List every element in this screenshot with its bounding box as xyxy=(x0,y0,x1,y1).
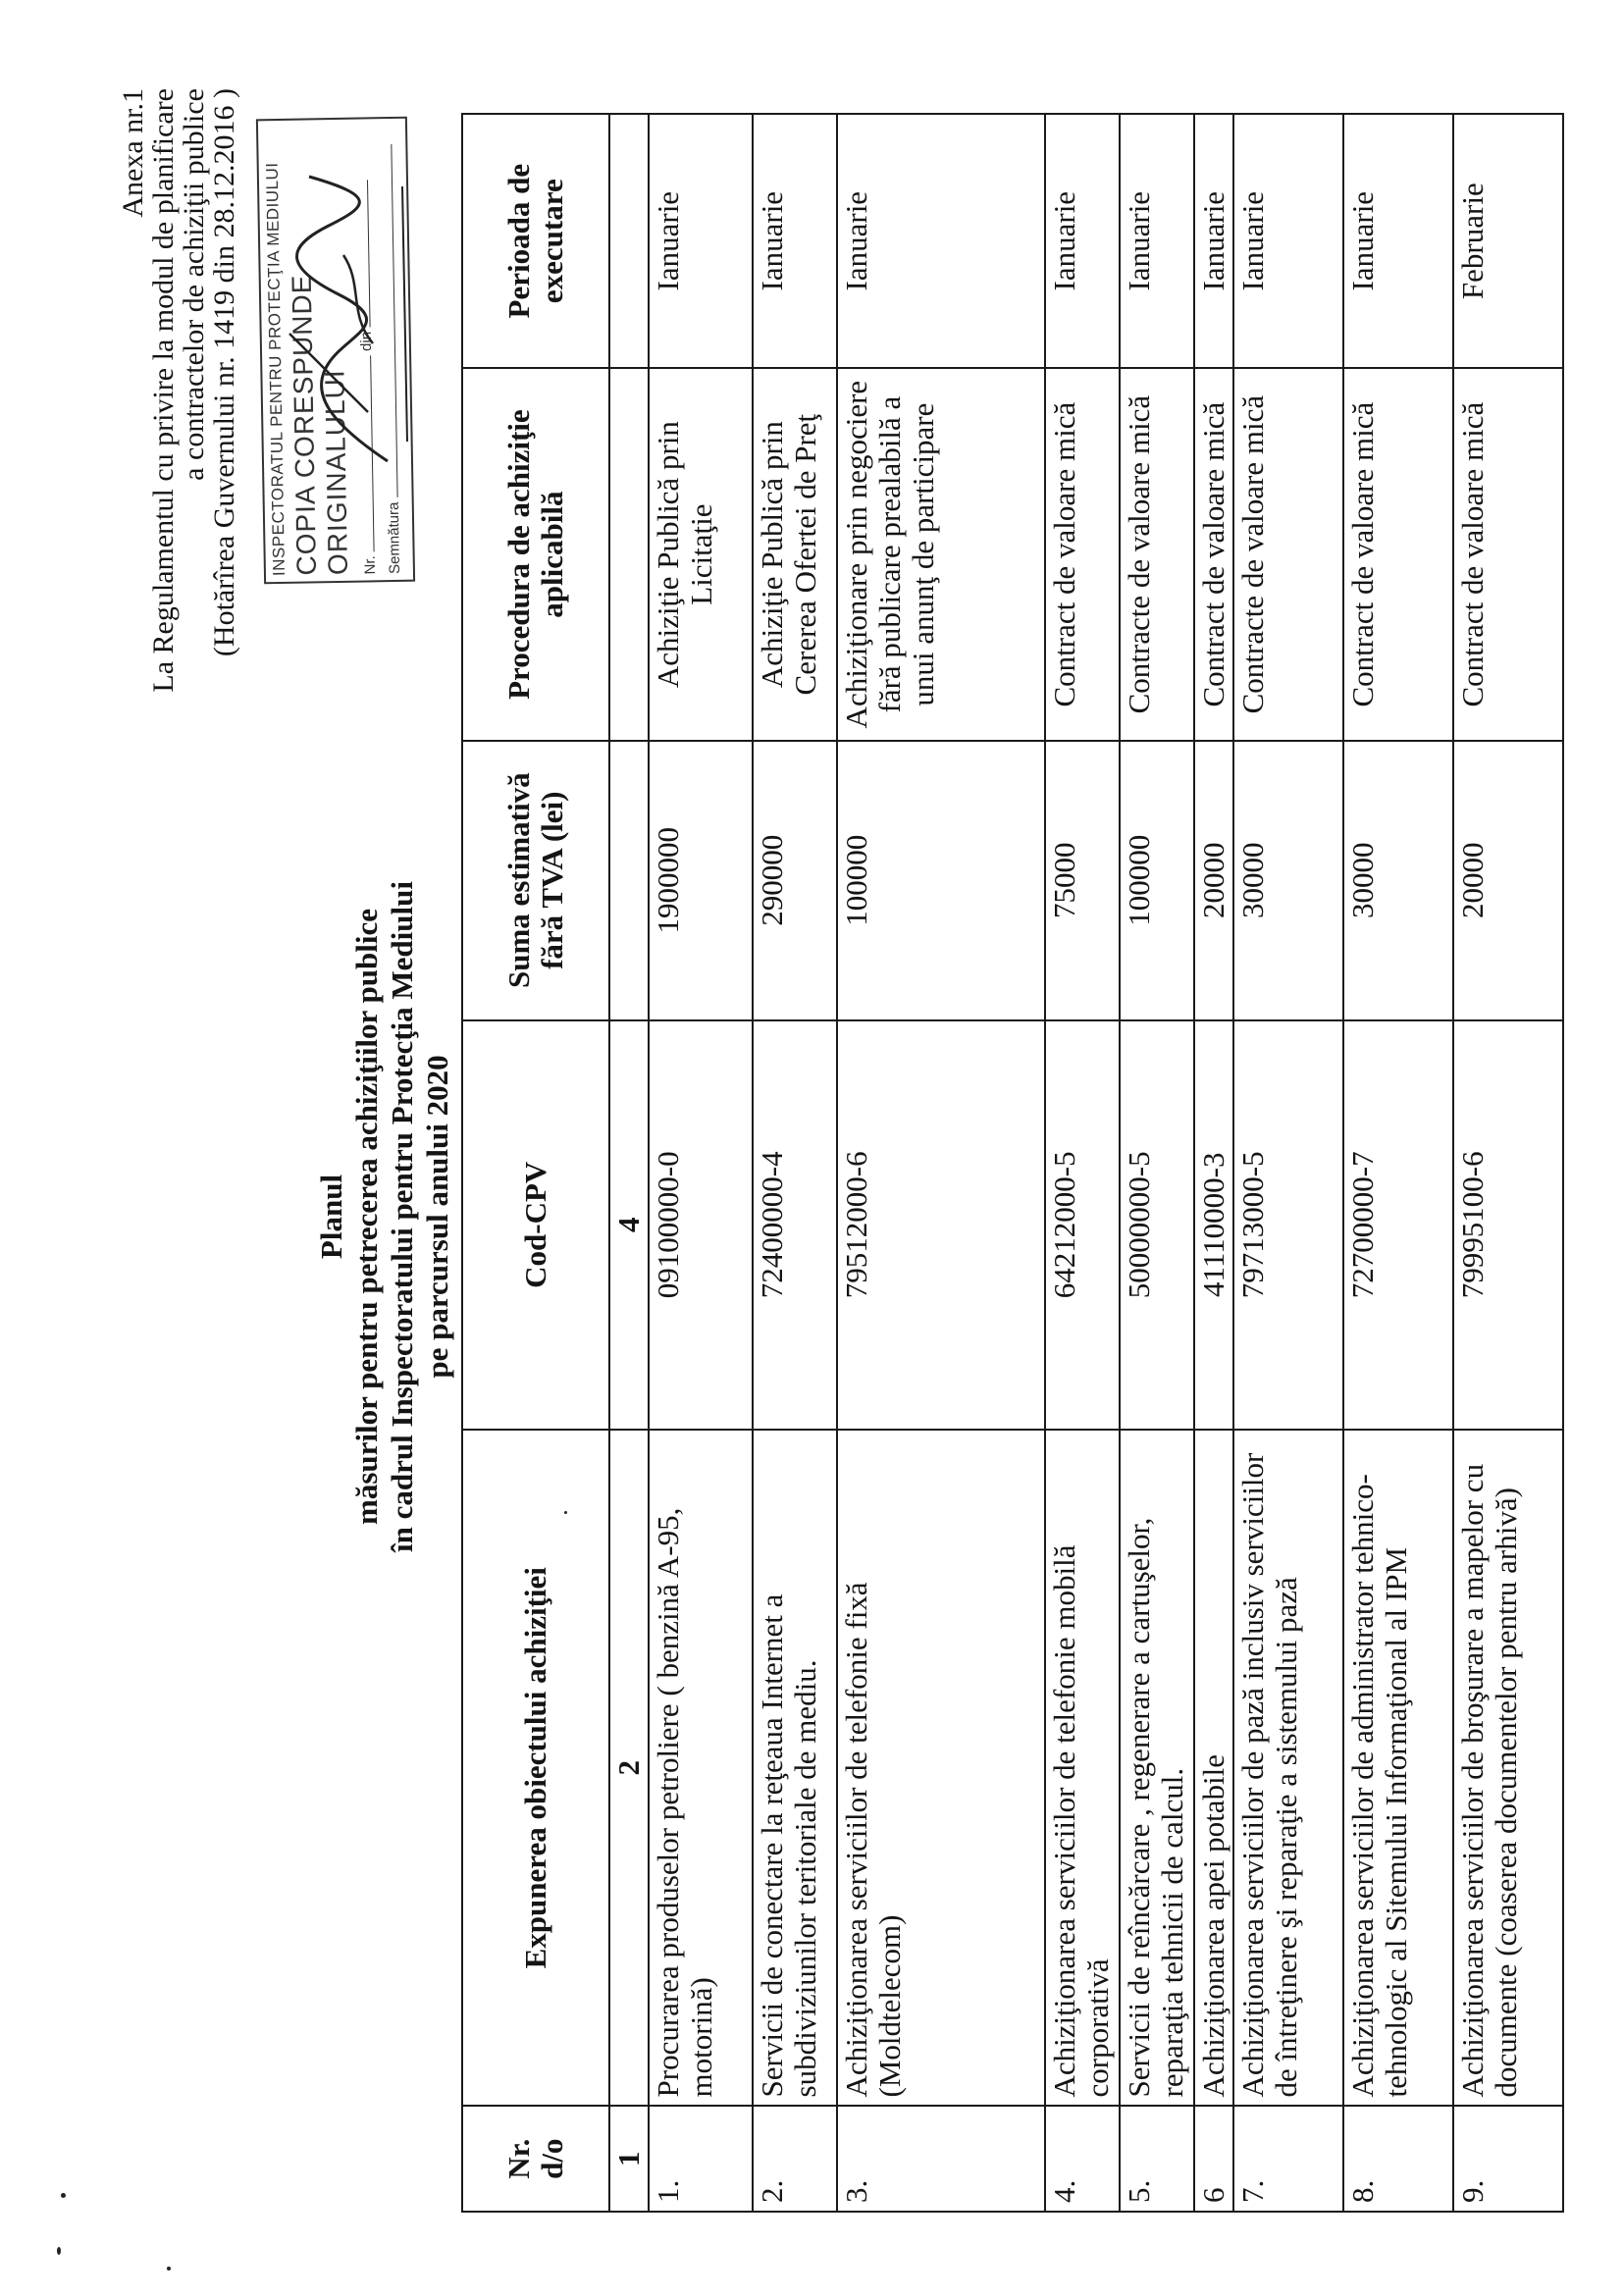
row-procedure: Contract de valoare mică xyxy=(1453,368,1563,741)
header-object: Expunerea obiectului achiziţiei xyxy=(462,1430,609,2106)
row-sum: 30000 xyxy=(1233,741,1343,1020)
row-cpv: 64212000-5 xyxy=(1045,1020,1120,1430)
row-period: Ianuarie xyxy=(1120,114,1194,368)
row-sum: 30000 xyxy=(1343,741,1453,1020)
row-cpv: 50000000-5 xyxy=(1120,1020,1194,1430)
annex-line-2: La Regulamentul cu privire la modul de planificare xyxy=(147,88,180,693)
row-sum: 100000 xyxy=(837,741,1045,1020)
row-object: Achiziţionarea serviciilor de pază inclusiv serviciilor de întreţinere şi reparaţie a sistemului pază xyxy=(1233,1430,1343,2106)
column-number xyxy=(609,114,649,368)
stamp-line-2: COPIA CORESPUNDE ORIGINALULUI xyxy=(286,274,353,576)
row-procedure: Achiziţionare prin negociere fără publicare prealabilă a unui anunţ de participare xyxy=(837,368,1045,741)
row-procedure: Achiziţie Publică prin Cererea Ofertei de Preţ xyxy=(753,368,837,741)
title-line-3: în cadrul Inspectoratului pentru Protecţia Mediului xyxy=(385,881,419,1553)
scan-speck xyxy=(167,2267,171,2270)
row-sum: 20000 xyxy=(1194,741,1233,1020)
row-sum: 75000 xyxy=(1045,741,1120,1020)
table-header-row xyxy=(462,114,609,2212)
column-number: 1 xyxy=(609,2106,649,2212)
row-procedure: Contracte de valoare mică xyxy=(1233,368,1343,741)
table-row xyxy=(1045,114,1120,2212)
row-sum: 20000 xyxy=(1453,741,1563,1020)
column-number-row xyxy=(609,114,649,2212)
table-row xyxy=(753,114,837,2212)
table-row xyxy=(649,114,753,2212)
row-cpv: 72400000-4 xyxy=(753,1020,837,1430)
row-period: Ianuarie xyxy=(649,114,753,368)
row-nr: 7. xyxy=(1233,2106,1343,2212)
table-row xyxy=(1343,114,1453,2212)
row-cpv: 79995100-6 xyxy=(1453,1020,1563,1430)
row-procedure: Contract de valoare mică xyxy=(1194,368,1233,741)
scan-speck xyxy=(61,2193,66,2198)
column-number xyxy=(609,368,649,741)
row-procedure: Contract de valoare mică xyxy=(1045,368,1120,741)
row-nr: 9. xyxy=(1453,2106,1563,2212)
row-nr: 8. xyxy=(1343,2106,1453,2212)
header-sum: Suma estimativă fără TVA (lei) xyxy=(462,741,609,1020)
column-number: 4 xyxy=(609,1020,649,1430)
row-cpv: 41110000-3 xyxy=(1194,1020,1233,1430)
row-period: Februarie xyxy=(1453,114,1563,368)
row-nr: 4. xyxy=(1045,2106,1120,2212)
plan-title xyxy=(314,726,455,1707)
row-period: Ianuarie xyxy=(837,114,1045,368)
annex-note xyxy=(118,88,239,693)
row-object: Servicii de reîncărcare , regenerare a cartuşelor, reparaţia tehnicii de calcul. xyxy=(1120,1430,1194,2106)
row-nr: 5. xyxy=(1120,2106,1194,2212)
row-object: Servicii de conectare la reţeaua Internet a subdiviziunilor teritoriale de mediu. xyxy=(753,1430,837,2106)
header-procedure: Procedura de achiziţie aplicabilă xyxy=(462,368,609,741)
table-row xyxy=(1233,114,1343,2212)
title-line-4: pe parcursul anului 2020 xyxy=(420,1055,454,1379)
title-line-2: măsurilor pentru petrecerea achiziţiilor publice xyxy=(349,909,384,1525)
row-procedure: Achiziţie Publică prin Licitaţie xyxy=(649,368,753,741)
column-number xyxy=(609,741,649,1020)
table-row xyxy=(1120,114,1194,2212)
row-procedure: Contracte de valoare mică xyxy=(1120,368,1194,741)
row-nr: 2. xyxy=(753,2106,837,2212)
row-cpv: 09100000-0 xyxy=(649,1020,753,1430)
row-sum: 290000 xyxy=(753,741,837,1020)
row-object: Achiziţionarea serviciilor de telefonie fixă (Moldtelecom) xyxy=(837,1430,1045,2106)
table-row xyxy=(1194,114,1233,2212)
annex-line-1: Anexa nr.1 xyxy=(117,88,149,218)
stamp-nr-label: Nr. xyxy=(361,555,379,575)
row-cpv: 72700000-7 xyxy=(1343,1020,1453,1430)
handwritten-signature xyxy=(270,167,417,481)
row-procedure: Contract de valoare mică xyxy=(1343,368,1453,741)
row-sum: 1900000 xyxy=(649,741,753,1020)
stamp-din-label: din xyxy=(357,331,376,352)
header-period: Perioada de executare xyxy=(462,114,609,368)
scan-speck xyxy=(57,2247,61,2255)
scan-speck xyxy=(564,1511,567,1514)
annex-line-3: a contractelor de achiziţii publice xyxy=(178,88,210,481)
stamp-line-1: INSPECTORATUL PENTRU PROTECŢIA MEDIULUI xyxy=(262,162,289,577)
row-cpv: 79512000-6 xyxy=(837,1020,1045,1430)
stamp-semnatura-label: Semnătura xyxy=(385,501,403,575)
procurement-plan-table xyxy=(461,113,1564,2213)
row-object: Achiziţionarea serviciilor de broşurare a mapelor cu documente (coaserea documentelor pentru arhivă) xyxy=(1453,1430,1563,2106)
row-nr: 6 xyxy=(1194,2106,1233,2212)
row-nr: 3. xyxy=(837,2106,1045,2212)
row-sum: 100000 xyxy=(1120,741,1194,1020)
row-object: Achiziţionarea apei potabile xyxy=(1194,1430,1233,2106)
row-cpv: 79713000-5 xyxy=(1233,1020,1343,1430)
header-nr: Nr. d/o xyxy=(462,2106,609,2212)
row-object: Procurarea produselor petroliere ( benzină A-95, motorină) xyxy=(649,1430,753,2106)
annex-line-4: (Hotărîrea Guvernului nr. 1419 din 28.12.2016 ) xyxy=(208,88,240,657)
table-row xyxy=(837,114,1045,2212)
row-object: Achiziţionarea serviciilor de administrator tehnico-tehnologic al Sitemului Informaţional al IPM xyxy=(1343,1430,1453,2106)
row-period: Ianuarie xyxy=(1194,114,1233,368)
table-row xyxy=(1453,114,1563,2212)
header-cpv: Cod-CPV xyxy=(462,1020,609,1430)
row-object: Achiziţionarea serviciilor de telefonie mobilă corporativă xyxy=(1045,1430,1120,2106)
column-number: 2 xyxy=(609,1430,649,2106)
row-period: Ianuarie xyxy=(1343,114,1453,368)
title-line-1: Planul xyxy=(314,1174,348,1260)
row-nr: 1. xyxy=(649,2106,753,2212)
row-period: Ianuarie xyxy=(1045,114,1120,368)
row-period: Ianuarie xyxy=(1233,114,1343,368)
row-period: Ianuarie xyxy=(753,114,837,368)
